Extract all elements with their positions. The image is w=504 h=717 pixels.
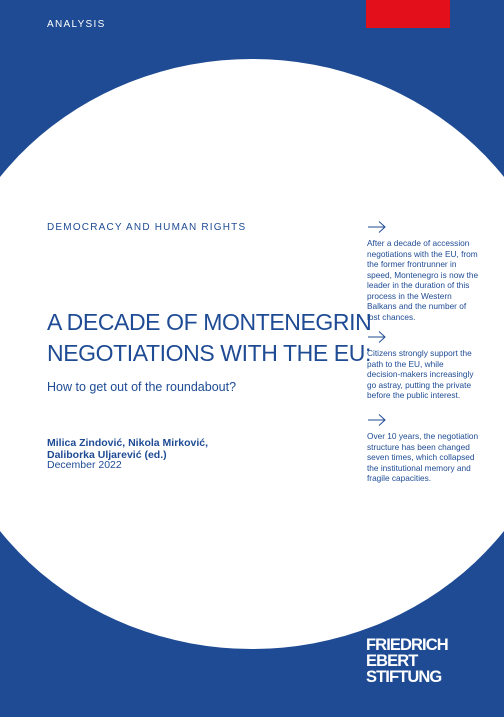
author-line: Milica Zindović, Nikola Mirković,: [47, 437, 209, 449]
key-point: [367, 330, 479, 401]
red-accent-tab: [366, 0, 450, 28]
title-line: A DECADE OF MONTENEGRIN: [47, 309, 372, 335]
author-line: Daliborka Uljarević (ed.): [47, 449, 167, 461]
subtitle: How to get out of the roundabout?: [47, 380, 237, 394]
logo-line: STIFTUNG: [366, 668, 442, 686]
logo-line: EBERT: [366, 652, 418, 670]
fes-logo: [366, 637, 448, 685]
key-point-text: After a decade of accession negotiations with the EU, from the former frontrunner in speed, Montenegro is now the leader in the duration of this process in the Western Balkans and the number of lost chances.: [367, 238, 479, 322]
logo-line: FRIEDRICH: [366, 636, 448, 654]
arrow-right-icon: [367, 220, 387, 234]
key-point: [367, 413, 479, 484]
topic-label: DEMOCRACY AND HUMAN RIGHTS: [47, 222, 247, 233]
publication-date: December 2022: [47, 459, 122, 471]
series-label: ANALYSIS: [47, 19, 106, 30]
key-point: [367, 220, 479, 322]
arrow-right-icon: [367, 330, 387, 344]
key-point-text: Over 10 years, the negotiation structure has been changed seven times, which collapsed the institutional memory and fragile capacities.: [367, 431, 479, 483]
key-point-text: Citizens strongly support the path to the EU, while decision-makers increasingly go astray, putting the private before the public interest.: [367, 348, 474, 400]
arrow-right-icon: [367, 413, 387, 427]
page-title: [47, 307, 372, 369]
title-line: NEGOTIATIONS WITH THE EU:: [47, 340, 371, 366]
authors: [47, 437, 208, 461]
